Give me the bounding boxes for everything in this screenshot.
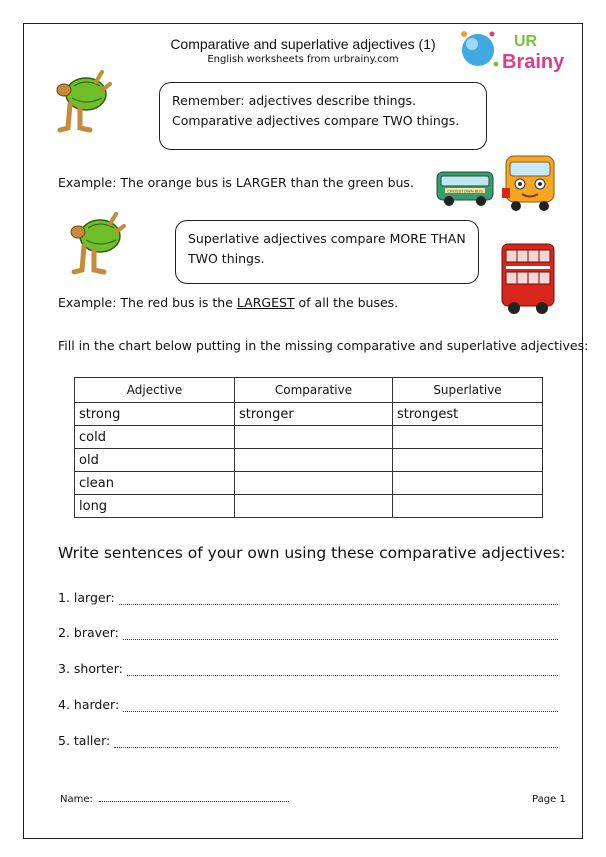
page-subtitle: English worksheets from urbrainy.com	[207, 54, 399, 65]
writing-line[interactable]	[123, 627, 558, 640]
sentence-prompt: 3. shorter:	[58, 661, 123, 676]
writing-line[interactable]	[119, 592, 558, 605]
sentence-line[interactable]	[58, 625, 558, 640]
table-row	[75, 449, 543, 472]
page-number: Page 1	[532, 794, 566, 805]
example-comparative: Example: The orange bus is LARGER than the green bus.	[58, 175, 414, 190]
column-header: Superlative	[393, 378, 543, 403]
sentences-heading: Write sentences of your own using these comparative adjectives:	[58, 544, 566, 562]
sentence-prompt: 2. braver:	[58, 625, 119, 640]
adjective-cell: cold	[75, 426, 235, 449]
adjective-cell: strong	[75, 403, 235, 426]
speech-bubble-superlative: Superlative adjectives compare MORE THAN TWO things.	[175, 220, 479, 284]
turtle-handstand-icon	[64, 210, 126, 278]
page-title: Comparative and superlative adjectives (1)	[170, 36, 436, 52]
sentence-line[interactable]	[58, 733, 558, 748]
adjective-cell: clean	[75, 472, 235, 495]
adjective-cell: old	[75, 449, 235, 472]
writing-line[interactable]	[127, 663, 558, 676]
name-label: Name:	[60, 794, 93, 805]
green-bus-icon	[435, 168, 497, 208]
comparative-cell[interactable]: stronger	[235, 403, 393, 426]
writing-line[interactable]	[123, 699, 558, 712]
speech-bubble-comparative: Remember: adjectives describe things. Comparative adjectives compare TWO things.	[159, 82, 487, 150]
comparative-cell[interactable]	[235, 426, 393, 449]
column-header: Adjective	[75, 378, 235, 403]
turtle-handstand-icon	[50, 68, 112, 136]
comparative-cell[interactable]	[235, 472, 393, 495]
red-bus-icon	[498, 240, 558, 316]
superlative-cell[interactable]	[393, 426, 543, 449]
example-superlative-emphasis: LARGEST	[236, 295, 295, 310]
table-row	[75, 472, 543, 495]
sentence-prompt: 5. taller:	[58, 733, 111, 748]
logo-text-bottom: Brainy	[502, 51, 565, 73]
example-superlative-before: Example: The red bus is the	[58, 295, 237, 310]
name-line[interactable]	[99, 801, 289, 802]
sentence-line[interactable]	[58, 661, 558, 676]
table-header-row	[75, 378, 543, 403]
instruction-text: Fill in the chart below putting in the missing comparative and superlative adjectives:	[58, 338, 589, 353]
table-row	[75, 426, 543, 449]
superlative-cell[interactable]: strongest	[393, 403, 543, 426]
example-superlative	[58, 295, 398, 310]
footer-name	[60, 794, 289, 805]
sentence-prompt: 4. harder:	[58, 697, 120, 712]
adjective-cell: long	[75, 495, 235, 518]
urbrainy-logo	[456, 26, 574, 74]
table-row	[75, 495, 543, 518]
writing-line[interactable]	[114, 735, 558, 748]
comparative-cell[interactable]	[235, 495, 393, 518]
orange-bus-icon	[500, 152, 560, 214]
sentence-line[interactable]	[58, 697, 558, 712]
comparative-cell[interactable]	[235, 449, 393, 472]
bus-sign-text: CROSSTOWN BUS	[447, 188, 483, 194]
superlative-cell[interactable]	[393, 472, 543, 495]
sentence-line[interactable]	[58, 590, 558, 605]
sentence-prompt: 1. larger:	[58, 590, 115, 605]
logo-text-top: UR	[514, 33, 538, 50]
table-row	[75, 403, 543, 426]
example-superlative-after: of all the buses.	[294, 295, 399, 310]
superlative-cell[interactable]	[393, 449, 543, 472]
superlative-cell[interactable]	[393, 495, 543, 518]
adjective-chart	[74, 377, 543, 518]
column-header: Comparative	[235, 378, 393, 403]
